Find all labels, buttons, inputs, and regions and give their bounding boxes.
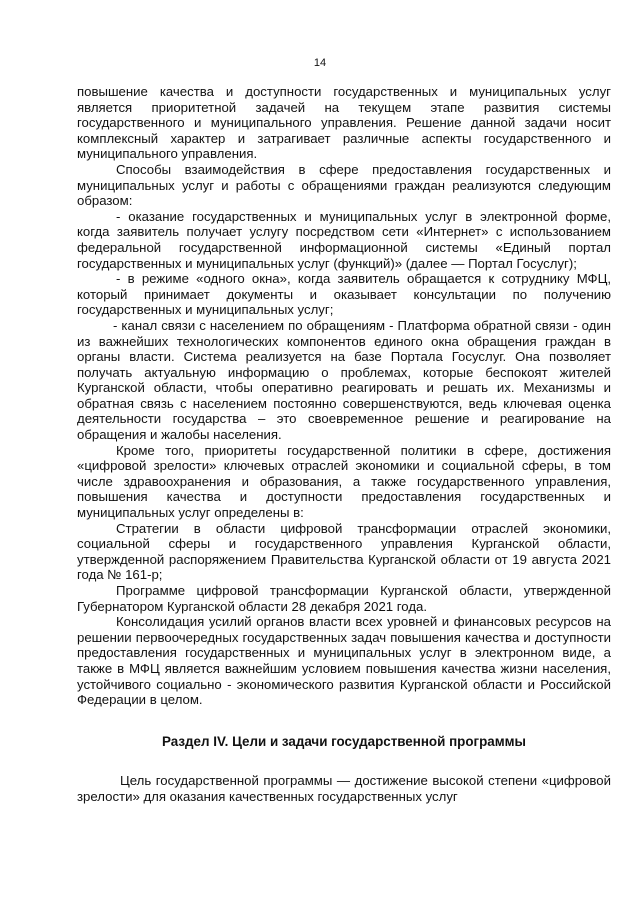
paragraph-intro: повышение качества и доступности государственных и муниципальных услуг является приоритетной задачей на текущем этапе развития системы государственного и муниципального управления. Решение данной задачи носит комплексный характер и затрагивает различные аспекты государственного и муниципального управления.	[77, 84, 611, 162]
list-item-one-window: - в режиме «одного окна», когда заявитель обращается к сотруднику МФЦ, который принимает документы и оказывает консультации по получению государственных и муниципальных услуг;	[77, 271, 611, 318]
document-body	[77, 84, 611, 805]
list-item-feedback-platform: - канал связи с населением по обращениям - Платформа обратной связи - один из важнейших технологических компонентов единого окна обращения граждан в органы власти. Система реализуется на базе Портала Госуслуг. Она позволяет получать актуальную информацию о проблемах, которые беспокоят жителей Курганской области, чтобы оперативно реагировать и решать их. Механизмы и обратная связь с населением постоянно совершенствуются, ведь ключевая оценка деятельности государства – это своевременное решение и реагирование на обращения и жалобы населения.	[77, 317, 611, 443]
paragraph-consolidation: Консолидация усилий органов власти всех уровней и финансовых ресурсов на решении первоочередных государственных задач повышения качества и доступности предоставления государственных и муниципальных услуг в электронном виде, а также в МФЦ является важнейшим условием повышения качества жизни населения, устойчивого социально - экономического развития Курганской области и Российской Федерации в целом.	[77, 614, 611, 708]
paragraph-priorities: Кроме того, приоритеты государственной политики в сфере, достижения «цифровой зрелости» ключевых отраслей экономики и социальной сферы, в том числе здравоохранения и образования, а также государственного управления, повышения качества и доступности предоставления государственных и муниципальных услуг определены в:	[77, 442, 611, 521]
section-title: Раздел IV. Цели и задачи государственной программы	[162, 733, 526, 749]
paragraph-strategy: Стратегии в области цифровой трансформации отраслей экономики, социальной сферы и государственного управления Курганской области, утвержденной распоряжением Правительства Курганской области от 19 августа 2021 года № 161-р;	[77, 520, 611, 583]
page-number: 14	[313, 57, 327, 69]
paragraph-goal: Цель государственной программы — достижение высокой степени «цифровой зрелости» для оказания качественных государственных услуг	[77, 773, 611, 804]
list-item-electronic-services: - оказание государственных и муниципальных услуг в электронной форме, когда заявитель получает услугу посредством сети «Интернет» с использованием федеральной государственной информационной системы «Единый портал государственных и муниципальных услуг (функций)» (далее — Портал Госуслуг);	[77, 208, 611, 271]
paragraph-program: Программе цифровой трансформации Курганской области, утвержденной Губернатором Курганской области 28 декабря 2021 года.	[77, 583, 611, 614]
paragraph-methods: Способы взаимодействия в сфере предоставления государственных и муниципальных услуг и работы с обращениями граждан реализуются следующим образом:	[77, 161, 611, 209]
